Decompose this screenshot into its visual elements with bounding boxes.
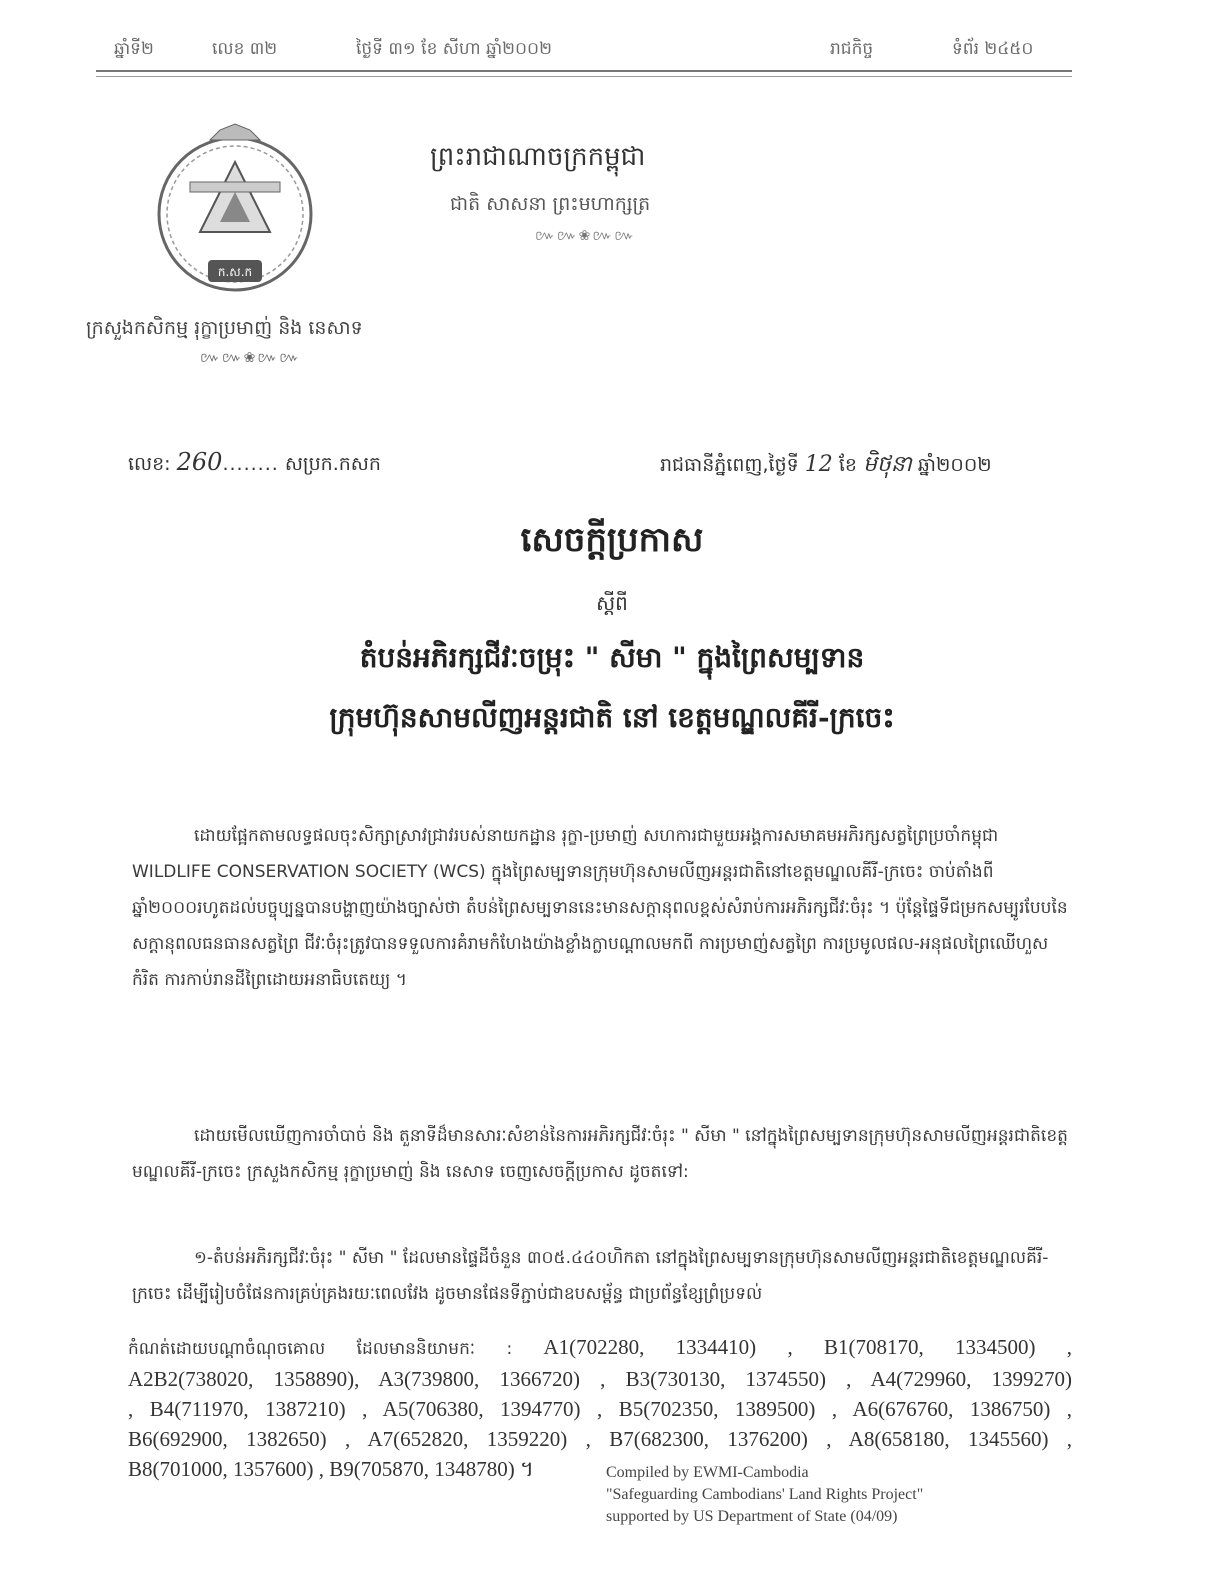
- coordinate-end-mark: ។: [520, 1457, 534, 1481]
- dateline-month: មិថុនា: [862, 452, 912, 477]
- kingdom-name: ព្រះរាជាណាចក្រកម្ពុជា: [430, 142, 646, 172]
- document-title: សេចក្តីប្រកាស: [520, 520, 704, 560]
- coordinate-point: A2B2(738020, 1358890),: [128, 1367, 360, 1391]
- coordinate-point: A8(658180, 1345560) ,: [848, 1427, 1073, 1451]
- footnote-line-3: supported by US Department of State (04/09): [606, 1508, 898, 1525]
- subject-line-1: តំបន់អភិរក្សជីវៈចម្រុះ " សីមា " ក្នុងព្រៃសម្បទាន: [359, 641, 865, 674]
- paragraph-2: [132, 1118, 1072, 1198]
- about-label: ស្តីពី: [596, 591, 628, 615]
- coordinate-point: A1(702280, 1334410) ,: [543, 1335, 793, 1359]
- footnote-line-2: "Safeguarding Cambodians' Land Rights Project": [606, 1486, 924, 1503]
- coordinate-point: B9(705870, 1348780): [329, 1457, 515, 1481]
- dateline: [660, 450, 992, 482]
- dateline-place: រាជធានីភ្នំពេញ,ថ្ងៃទី: [660, 454, 799, 476]
- subject-line-2: ក្រុមហ៊ុនសាមលីញអន្តរជាតិ នៅ ខេត្តមណ្ឌលគីរី-ក្រចេះ: [329, 701, 895, 734]
- coordinate-point: B3(730130, 1374550) ,: [625, 1367, 852, 1391]
- header-date: ថ្ងៃទី ៣១ ខែ សីហា ឆ្នាំ២០០២: [356, 39, 552, 59]
- coordinate-point: A5(706380, 1394770) ,: [382, 1397, 603, 1421]
- reference-handwritten-number: 260: [176, 448, 223, 476]
- ministry-ornament: ៚៚❀៚៚: [200, 350, 302, 366]
- coordinate-point: A4(729960, 1399270): [870, 1367, 1073, 1391]
- header-rule-thin: [96, 76, 1072, 77]
- header-gazette: រាជកិច្ច: [830, 39, 874, 59]
- ministry-name: ក្រសួងកសិកម្ម រុក្ខាប្រមាញ់ និង នេសាទ: [86, 317, 363, 339]
- dateline-year: ឆ្នាំ២០០២: [917, 454, 992, 476]
- footnote-line-1: Compiled by EWMI-Cambodia: [606, 1464, 809, 1481]
- dateline-month-label: ខែ: [838, 454, 857, 476]
- reference-number: [128, 448, 381, 480]
- coordinate-point: B8(701000, 1357600) ,: [128, 1457, 324, 1481]
- header-volume: ឆ្នាំទី២: [114, 39, 154, 59]
- coordinate-point: B6(692900, 1382650) ,: [128, 1427, 351, 1451]
- reference-suffix: សប្រក.កសក: [284, 453, 381, 475]
- reference-dots: ........: [222, 453, 279, 475]
- coordinate-point: A7(652820, 1359220) ,: [367, 1427, 591, 1451]
- motto-ornament: ៚៚❀៚៚: [535, 228, 637, 244]
- coordinate-point: B7(682300, 1376200) ,: [609, 1427, 832, 1451]
- gazette-header: [100, 28, 1080, 68]
- compilation-footnote: [606, 1462, 1046, 1528]
- paragraph-1: [132, 818, 1072, 1068]
- header-rule: [96, 70, 1072, 72]
- header-page: ទំព័រ ២៤៥០: [952, 39, 1034, 59]
- paragraph-1-text: ដោយផ្អែកតាមលទ្ធផលចុះសិក្សាស្រាវជ្រាវរបស់នាយកដ្ឋាន រុក្ខា-ប្រមាញ់ សហការជាមួយអង្គការសមាគមអភិរក្សសត្វព្រៃប្រចាំកម្ពុជា WILDLIFE CONSERVATION SOCIETY (WCS) ក្នុងព្រៃសម្បទានក្រុមហ៊ុនសាមលីញអន្តរជាតិនៅខេត្តមណ្ឌលគីរី-ក្រចេះ ចាប់តាំងពីឆ្នាំ២០០០រហូតដល់បច្ចុប្បន្នបានបង្ហាញយ៉ាងច្បាស់ថា តំបន់ព្រៃសម្បទាននេះមានសក្តានុពលខ្ពស់សំរាប់ការអភិរក្សជីវៈចំរុះ ។ ប៉ុន្តែផ្ទៃទីជម្រកសម្បូរបែបនៃសក្តានុពលធនធានសត្វព្រៃ ជីវៈចំរុះត្រូវបានទទួលការគំរាមកំហែងយ៉ាងខ្លាំងក្លាបណ្តាលមកពី ការប្រមាញ់សត្វព្រៃ ការប្រមូលផល-អនុផលព្រៃឈើហួសកំរិត ការកាប់រានដីព្រៃដោយអនាធិបតេយ្យ ។: [132, 826, 1068, 990]
- ministry-emblem-icon: [150, 122, 320, 302]
- coordinate-point: A6(676760, 1386750) ,: [852, 1397, 1073, 1421]
- coordinate-point: B1(708170, 1334500) ,: [823, 1335, 1073, 1359]
- national-motto: ជាតិ សាសនា ព្រះមហាក្សត្រ: [450, 193, 651, 215]
- paragraph-3-text: ១-តំបន់អភិរក្សជីវៈចំរុះ " សីមា " ដែលមានផ្ទៃដីចំនួន ៣០៥.៤៤០ហិកតា នៅក្នុងព្រៃសម្បទានក្រុមហ៊ុនសាមលីញអន្តរជាតិខេត្តមណ្ឌលគីរី-ក្រចេះ ដើម្បីរៀបចំផែនការគ្រប់គ្រងរយៈពេលវែង ដូចមានផែនទីភ្ជាប់ជាឧបសម្ព័ន្ធ ជាប្រព័ន្ធខ្សែព្រំប្រទល់: [132, 1248, 1049, 1304]
- coordinate-point: A3(739800, 1366720) ,: [378, 1367, 606, 1391]
- header-issue: លេខ ៣២: [212, 39, 278, 59]
- coordinate-point: , B4(711970, 1387210) ,: [128, 1397, 368, 1421]
- emblem-label: ក.ស.ក: [217, 265, 253, 279]
- reference-prefix: លេខ:: [128, 453, 171, 475]
- dateline-day: 12: [804, 452, 833, 477]
- coordinate-intro: កំណត់ដោយបណ្តាចំណុចគោល ដែលមាននិយាមកៈ :: [128, 1339, 513, 1359]
- coordinate-point: B5(702350, 1389500) ,: [618, 1397, 838, 1421]
- paragraph-2-text: ដោយមើលឃើញការចាំបាច់ និង តួនាទីដ៏មានសារៈសំខាន់នៃការអភិរក្សជីវៈចំរុះ " សីមា " នៅក្នុងព្រៃសម្បទានក្រុមហ៊ុនសាមលីញអន្តរជាតិខេត្តមណ្ឌលគីរី-ក្រចេះ ក្រសួងកសិកម្ម រុក្ខាប្រមាញ់ និង នេសាទ ចេញសេចក្តីប្រកាស ដូចតទៅ:: [132, 1126, 1068, 1182]
